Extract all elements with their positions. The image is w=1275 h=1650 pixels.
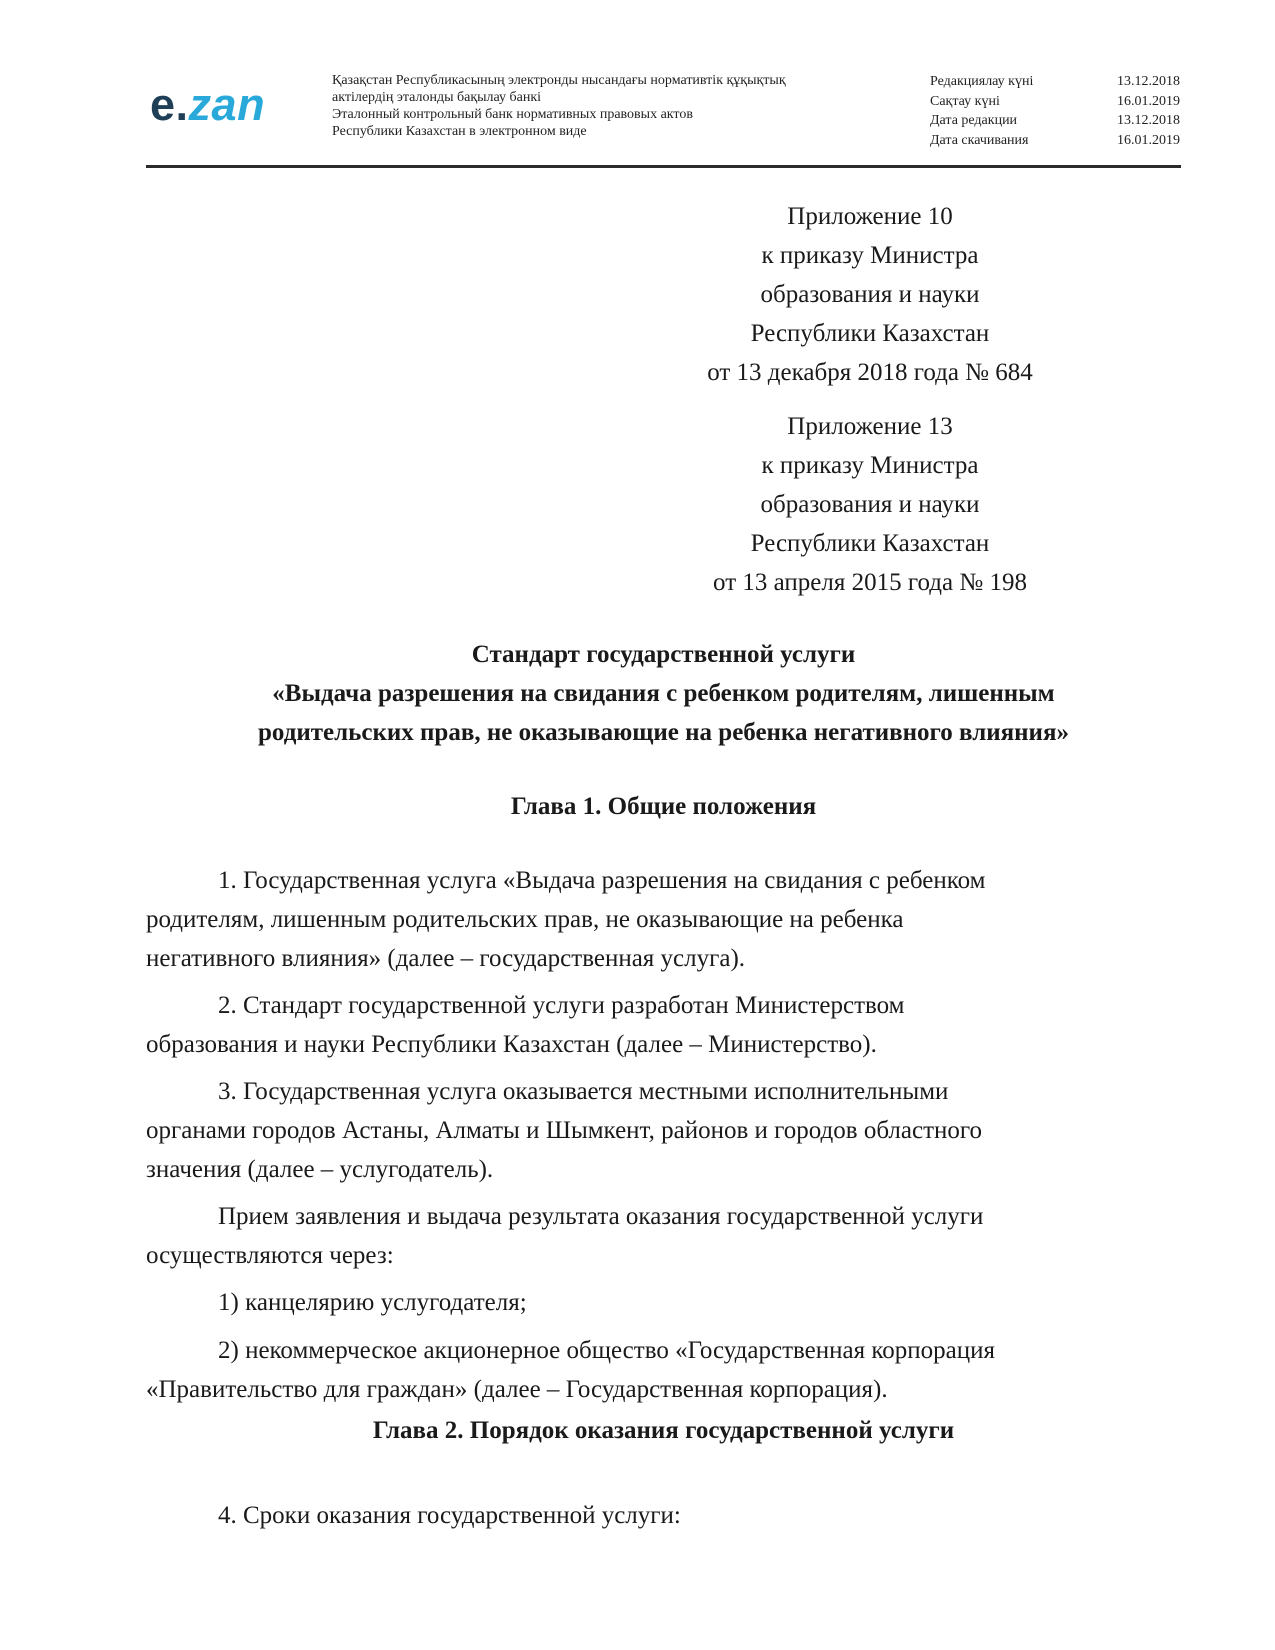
description-line: Эталонный контрольный банк нормативных правовых актов xyxy=(332,107,693,122)
document-title: Стандарт государственной услуги «Выдача разрешения на свидания с ребенком родителям, лишенным родительских прав, не оказывающие на ребенка негативного влияния» xyxy=(258,641,1069,746)
paragraph-7: 4. Сроки оказания государственной услуги: xyxy=(218,1502,681,1529)
appendix-block-1: Приложение 10 к приказу Министра образования и науки Республики Казахстан от 13 декабря 2018 года № 684 xyxy=(707,203,1033,386)
paragraph-2: 2. Стандарт государственной услуги разработан Министерством образования и науки Республики Казахстан (далее – Министерство). xyxy=(146,992,905,1058)
meta-value: 13.12.2018 xyxy=(1117,113,1180,128)
paragraph-1: 1. Государственная услуга «Выдача разрешения на свидания с ребенком родителям, лишенным родительских прав, не оказывающие на ребенка негативного влияния» (далее – государственная услуга). xyxy=(146,867,986,972)
description-line: Республики Казахстан в электронном виде xyxy=(332,124,587,139)
description-line: Қазақстан Республикасының электронды нысандағы нормативтік құқықтық xyxy=(332,73,786,88)
paragraph-5: 1) канцелярию услугодателя; xyxy=(218,1289,527,1316)
chapter-1-heading: Глава 1. Общие положения xyxy=(510,793,817,820)
meta-row xyxy=(930,131,1180,151)
meta-row xyxy=(930,92,1180,112)
paragraph-3: 3. Государственная услуга оказывается местными исполнительными органами городов Астаны, Алматы и Шымкент, районов и городов областного значения (далее – услугодатель). xyxy=(146,1078,983,1183)
document-meta xyxy=(930,72,1180,150)
header-divider xyxy=(146,165,1181,168)
paragraph-6: 2) некоммерческое акционерное общество «Государственная корпорация «Правительство для граждан» (далее – Государственная корпорация). xyxy=(146,1337,995,1403)
meta-row xyxy=(930,111,1180,131)
meta-value: 16.01.2019 xyxy=(1117,132,1180,148)
meta-label: Дата редакции xyxy=(930,113,1018,128)
meta-value: 16.01.2019 xyxy=(1117,93,1180,109)
paragraph-4: Прием заявления и выдача результата оказания государственной услуги осуществляются через: xyxy=(146,1203,984,1269)
description-line: актілердің эталонды бақылау банкі xyxy=(332,90,542,105)
meta-value: 13.12.2018 xyxy=(1117,74,1180,89)
document-header xyxy=(146,68,1181,164)
meta-label: Сақтау күні xyxy=(930,93,1000,109)
bank-description xyxy=(332,72,892,140)
meta-label: Дата скачивания xyxy=(930,132,1029,148)
meta-label: Редакциялау күні xyxy=(930,74,1034,89)
chapter-2-heading: Глава 2. Порядок оказания государственной услуги xyxy=(372,1417,955,1444)
ezan-logo: e.zan xyxy=(150,79,266,130)
appendix-block-2: Приложение 13 к приказу Министра образования и науки Республики Казахстан от 13 апреля 2015 года № 198 xyxy=(713,413,1027,596)
meta-row xyxy=(930,72,1180,92)
